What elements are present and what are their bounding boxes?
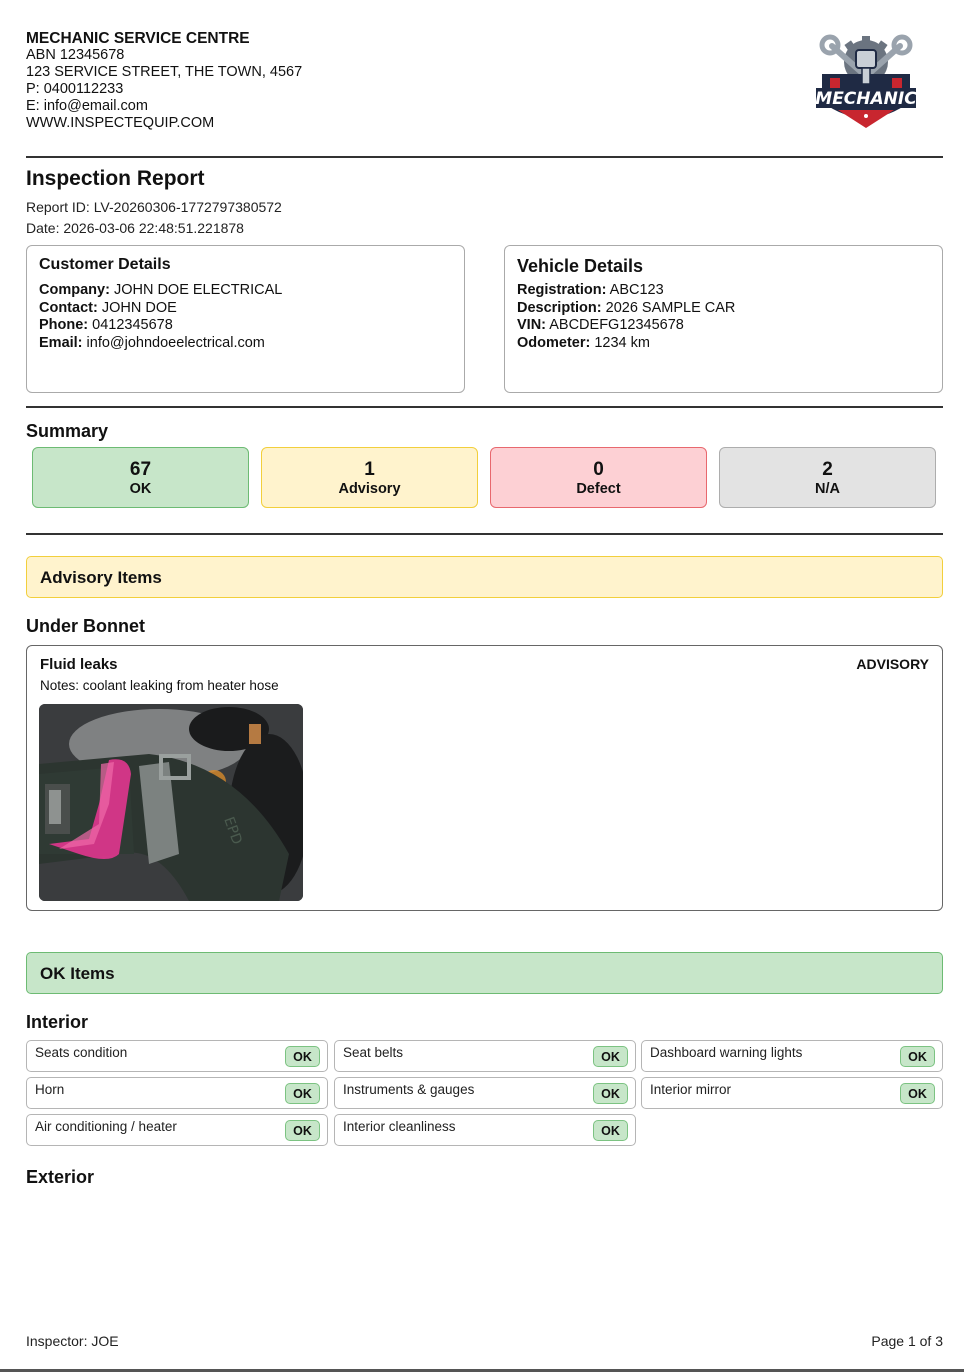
customer-email-row	[39, 335, 452, 353]
ok-status-badge: OK	[593, 1083, 628, 1104]
vin-label: VIN:	[517, 317, 546, 333]
advisory-item-status: ADVISORY	[856, 656, 929, 672]
ok-item	[26, 1040, 328, 1072]
vehicle-details-card	[504, 245, 943, 393]
vehicle-vin-row	[517, 317, 930, 335]
ok-status-badge: OK	[900, 1046, 935, 1067]
inspector-name: Inspector: JOE	[26, 1333, 119, 1349]
company-website: WWW.INSPECTEQUIP.COM	[26, 115, 215, 131]
summary-defect-box	[490, 447, 707, 508]
customer-phone-row	[39, 317, 452, 335]
ok-status-badge: OK	[285, 1083, 320, 1104]
ok-status-badge: OK	[900, 1083, 935, 1104]
summary-na-count: 2	[822, 459, 833, 480]
contact-label: Contact:	[39, 299, 98, 316]
summary-na-box	[719, 447, 936, 508]
ok-item-name: Interior cleanliness	[343, 1119, 456, 1134]
header-divider	[26, 156, 943, 158]
customer-phone: 0412345678	[92, 317, 173, 333]
ok-item	[334, 1077, 636, 1109]
advisory-items-banner: Advisory Items	[26, 556, 943, 598]
under-bonnet-heading: Under Bonnet	[26, 616, 145, 636]
report-date: Date: 2026-03-06 22:48:51.221878	[26, 220, 244, 236]
company-label: Company:	[39, 282, 110, 298]
advisory-item-card	[26, 645, 943, 911]
company-abn: ABN 12345678	[26, 47, 125, 63]
summary-heading: Summary	[26, 421, 109, 441]
ok-item-name: Interior mirror	[650, 1082, 732, 1097]
ok-item-name: Instruments & gauges	[343, 1082, 475, 1097]
customer-company-row	[39, 282, 452, 300]
svg-text:EPD: EPD	[220, 814, 245, 847]
vehicle-registration-row	[517, 282, 930, 300]
summary-defect-count: 0	[593, 459, 604, 480]
advisory-item-notes: Notes: coolant leaking from heater hose	[40, 678, 279, 693]
ok-status-badge: OK	[285, 1120, 320, 1141]
fluid-leak-photo[interactable]	[39, 704, 303, 901]
summary-divider	[26, 533, 943, 535]
ok-item	[641, 1040, 943, 1072]
vehicle-details-heading: Vehicle Details	[517, 256, 644, 276]
vehicle-registration: ABC123	[609, 282, 664, 298]
summary-na-label: N/A	[815, 481, 840, 497]
customer-email: info@johndoeelectrical.com	[86, 334, 265, 351]
summary-ok-label: OK	[129, 481, 152, 497]
ok-items-banner: OK Items	[26, 952, 943, 994]
customer-company: JOHN DOE ELECTRICAL	[113, 282, 283, 298]
vehicle-description: 2026 SAMPLE CAR	[605, 299, 736, 316]
summary-defect-label: Defect	[576, 481, 621, 497]
summary-advisory-label: Advisory	[338, 481, 401, 497]
ok-item-name: Seat belts	[343, 1045, 404, 1060]
ok-item	[641, 1077, 943, 1109]
registration-label: Registration:	[517, 282, 607, 298]
company-email: E: info@email.com	[26, 98, 148, 114]
ok-item-name: Dashboard warning lights	[650, 1045, 803, 1060]
ok-status-badge: OK	[593, 1120, 628, 1141]
summary-ok-box	[32, 447, 249, 508]
svg-text:MECHANIC: MECHANIC	[815, 89, 917, 109]
phone-label: Phone:	[39, 317, 89, 333]
ok-item-name: Seats condition	[35, 1045, 128, 1060]
report-id: Report ID: LV-20260306-1772797380572	[26, 199, 282, 215]
customer-contact-row	[39, 300, 452, 318]
exterior-heading: Exterior	[26, 1167, 95, 1187]
ok-item-name: Horn	[35, 1082, 65, 1097]
company-info	[26, 30, 944, 132]
company-header	[26, 30, 944, 150]
vehicle-odometer: 1234 km	[594, 334, 650, 351]
details-divider	[26, 406, 943, 408]
email-label: Email:	[39, 334, 83, 351]
customer-contact: JOHN DOE	[101, 299, 177, 316]
mechanic-logo	[808, 30, 924, 138]
report-title: Inspection Report	[26, 167, 205, 190]
vehicle-description-row	[517, 300, 930, 318]
odometer-label: Odometer:	[517, 334, 591, 351]
ok-item	[26, 1077, 328, 1109]
ok-status-badge: OK	[593, 1046, 628, 1067]
customer-details-heading: Customer Details	[39, 256, 171, 273]
ok-item	[334, 1114, 636, 1146]
vehicle-odometer-row	[517, 335, 930, 353]
interior-heading: Interior	[26, 1012, 89, 1032]
advisory-item-name: Fluid leaks	[40, 656, 118, 673]
company-address: 123 SERVICE STREET, THE TOWN, 4567	[26, 64, 303, 80]
page-number: Page 1 of 3	[871, 1333, 943, 1349]
summary-ok-count: 67	[129, 459, 152, 480]
summary-advisory-count: 1	[364, 459, 375, 480]
description-label: Description:	[517, 299, 602, 316]
ok-item-name: Air conditioning / heater	[35, 1119, 177, 1134]
ok-item	[26, 1114, 328, 1146]
customer-details-card	[26, 245, 465, 393]
ok-status-badge: OK	[285, 1046, 320, 1067]
vehicle-vin: ABCDEFG12345678	[549, 317, 684, 333]
summary-advisory-box	[261, 447, 478, 508]
company-name: MECHANIC SERVICE CENTRE	[26, 30, 250, 47]
company-phone: P: 0400112233	[26, 81, 124, 97]
ok-item	[334, 1040, 636, 1072]
